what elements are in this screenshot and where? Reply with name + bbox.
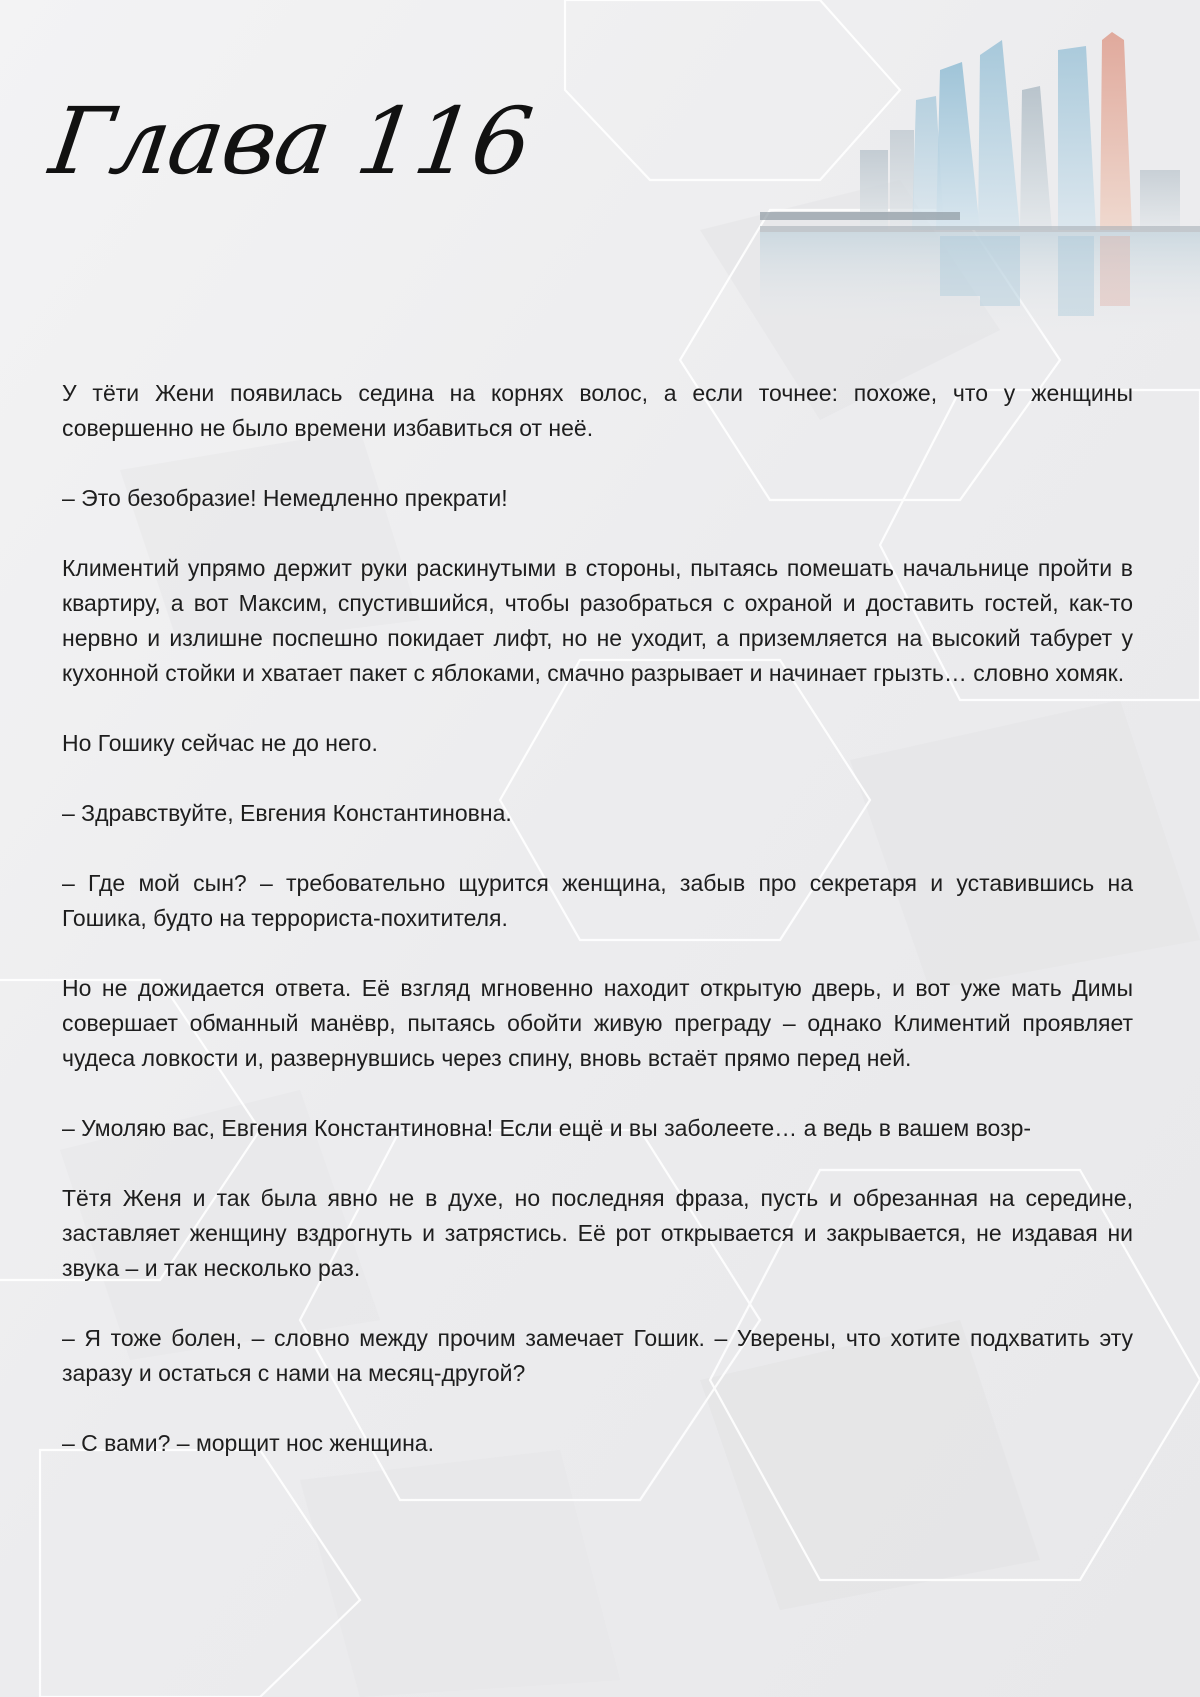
chapter-title: Глава 116 <box>44 88 538 195</box>
paragraph: – Я тоже болен, – словно между прочим замечает Гошик. – Уверены, что хотите подхватить эту заразу и остаться с нами на месяц-другой? <box>62 1325 1133 1386</box>
chapter-body <box>62 376 1133 1496</box>
paragraph: – Здравствуйте, Евгения Константиновна. <box>62 800 512 826</box>
paragraph: Тётя Женя и так была явно не в духе, но последняя фраза, пусть и обрезанная на середине, заставляет женщину вздрогнуть и затрястись. Её рот открывается и закрывается, не издавая ни звука – и так несколько раз. <box>62 1185 1133 1281</box>
paragraph: – Где мой сын? – требовательно щурится женщина, забыв про секретаря и уставившись на Гошика, будто на террориста-похитителя. <box>62 870 1133 931</box>
paragraph: У тёти Жени появилась седина на корнях волос, а если точнее: похоже, что у женщины совершенно не было времени избавиться от неё. <box>62 380 1133 441</box>
paragraph: Климентий упрямо держит руки раскинутыми в стороны, пытаясь помешать начальнице пройти в квартиру, а вот Максим, спустившийся, чтобы разобраться с охраной и доставить гостей, как-то нервно и излишне поспешно покидает лифт, но не уходит, а приземляется на высокий табурет у кухонной стойки и хватает пакет с яблоками, смачно разрывает и начинает грызть… словно хомяк. <box>62 555 1133 686</box>
paragraph: – Это безобразие! Немедленно прекрати! <box>62 485 508 511</box>
paragraph: – Умоляю вас, Евгения Константиновна! Если ещё и вы заболеете… а ведь в вашем возр- <box>62 1115 1032 1141</box>
paragraph: Но не дожидается ответа. Её взгляд мгновенно находит открытую дверь, и вот уже мать Димы совершает обманный манёвр, пытаясь обойти живую преграду – однако Климентий проявляет чудеса ловкости и, развернувшись через спину, вновь встаёт прямо перед ней. <box>62 975 1133 1071</box>
paragraph: Но Гошику сейчас не до него. <box>62 730 378 756</box>
paragraph: – С вами? – морщит нос женщина. <box>62 1430 434 1456</box>
